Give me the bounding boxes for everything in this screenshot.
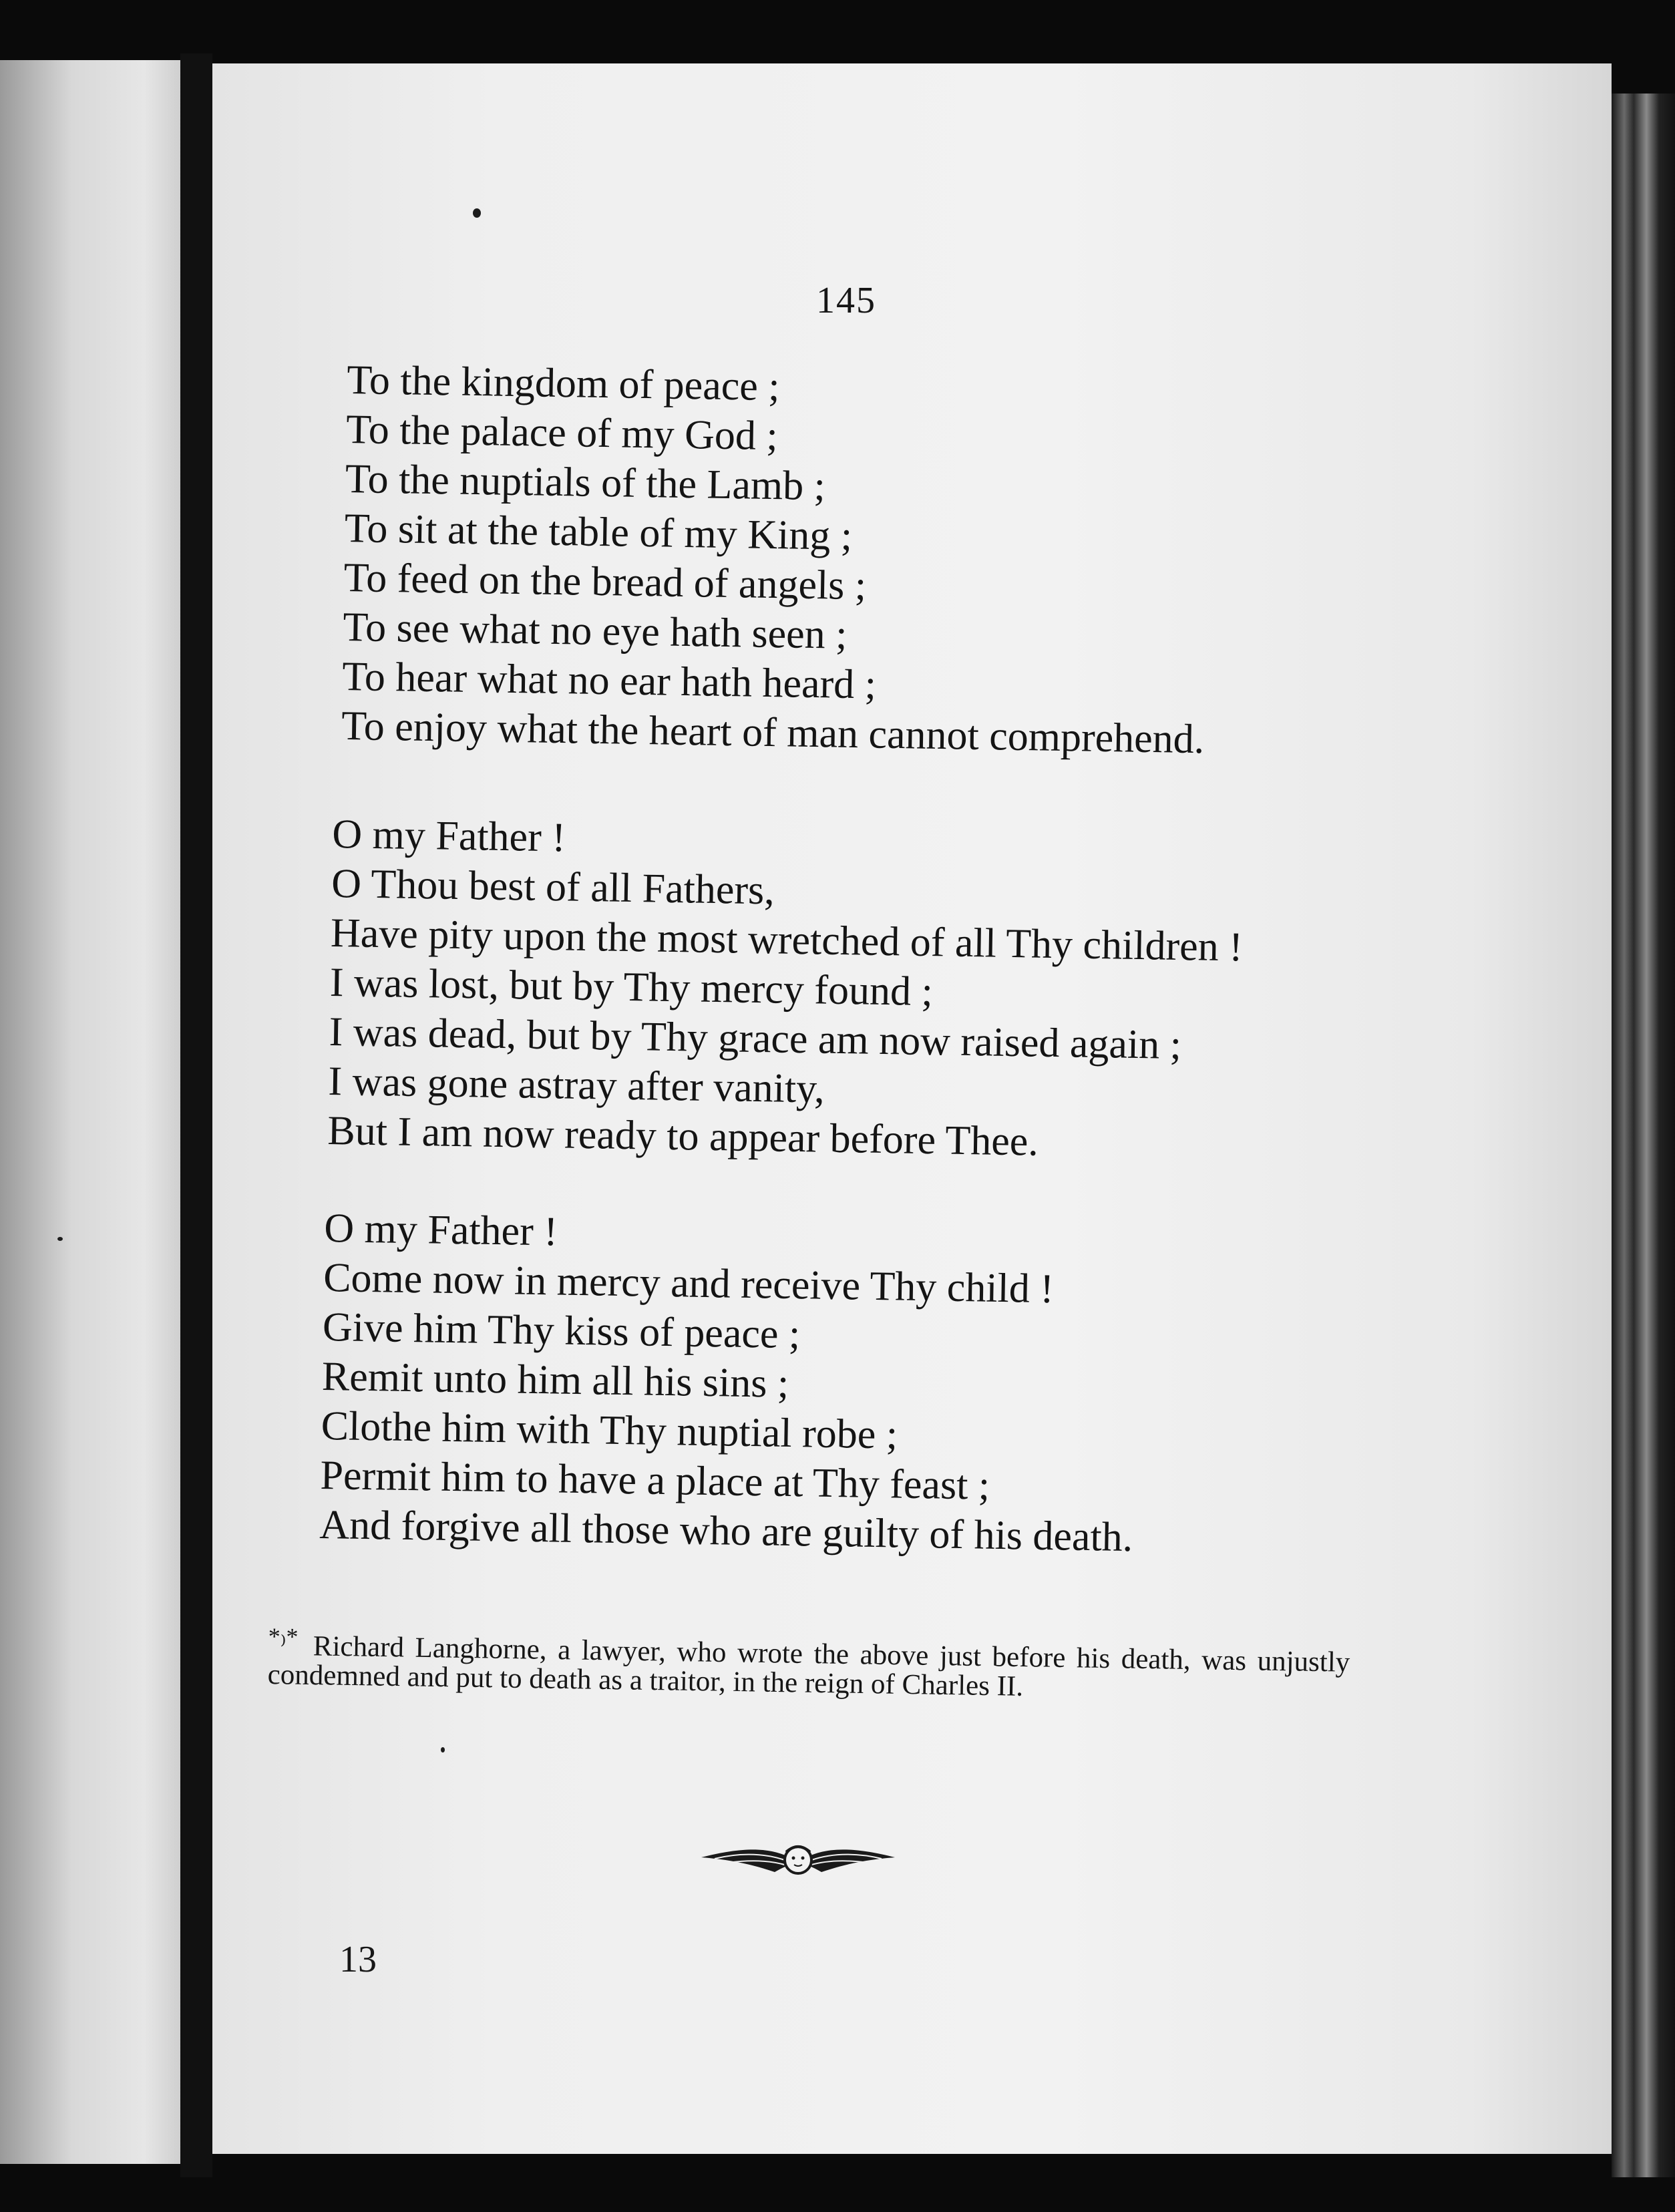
stanza-1: [341, 355, 1210, 764]
left-page-edge: [0, 60, 180, 2164]
verse-line: O my Father !: [331, 811, 566, 861]
verse-line: And forgive all those who are guilty of his death.: [319, 1501, 1133, 1561]
verse-line: To see what no eye hath seen ;: [343, 604, 848, 658]
verse-line: Have pity upon the most wretched of all Thy children !: [330, 910, 1244, 970]
dust-speck: [473, 208, 481, 218]
verse-line: To sit at the table of my King ;: [344, 505, 853, 559]
verse-line: To enjoy what the heart of man cannot comprehend.: [341, 703, 1205, 763]
verse-line: Give him Thy kiss of peace ;: [322, 1304, 801, 1358]
page-number: 145: [816, 280, 876, 321]
verse-line: O Thou best of all Fathers,: [331, 860, 775, 914]
verse-line: Come now in mercy and receive Thy child !: [323, 1254, 1055, 1312]
verse-line: To the palace of my God ;: [345, 406, 779, 459]
stanza-3: [319, 1204, 1138, 1562]
verse-line: But I am now ready to appear before Thee.: [327, 1107, 1039, 1165]
verse-line: I was gone astray after vanity,: [328, 1058, 825, 1112]
dust-speck: [441, 1747, 445, 1753]
stanza-2: [327, 809, 1245, 1169]
page-stack-edge: [1612, 94, 1675, 2177]
verse-line: I was lost, but by Thy mercy found ;: [329, 959, 934, 1015]
verse-line: To the nuptials of the Lamb ;: [345, 455, 826, 510]
verse-line: Permit him to have a place at Thy feast ;: [320, 1452, 990, 1509]
book-gutter: [180, 53, 212, 2177]
verse-line: O my Father !: [323, 1205, 558, 1255]
signature-mark: 13: [339, 1939, 377, 1980]
footnote-text: Richard Langhorne, a lawyer, who wrote the above just before his death, was unjustly condemned and put to death as a traitor, in the reign of Charles II.: [267, 1630, 1350, 1703]
footnote-marker: *₎*: [268, 1622, 299, 1650]
verse-line: I was dead, but by Thy grace am now raised again ;: [329, 1008, 1182, 1069]
dust-speck: [57, 1237, 63, 1241]
winged-cherub-ornament-icon: [695, 1833, 902, 1887]
verse-line: Clothe him with Thy nuptial robe ;: [321, 1403, 898, 1458]
verse-line: To the kingdom of peace ;: [346, 357, 781, 410]
verse-line: To hear what no ear hath heard ;: [341, 653, 877, 708]
verse-line: To feed on the bread of angels ;: [343, 554, 867, 609]
verse-line: Remit unto him all his sins ;: [321, 1353, 789, 1407]
